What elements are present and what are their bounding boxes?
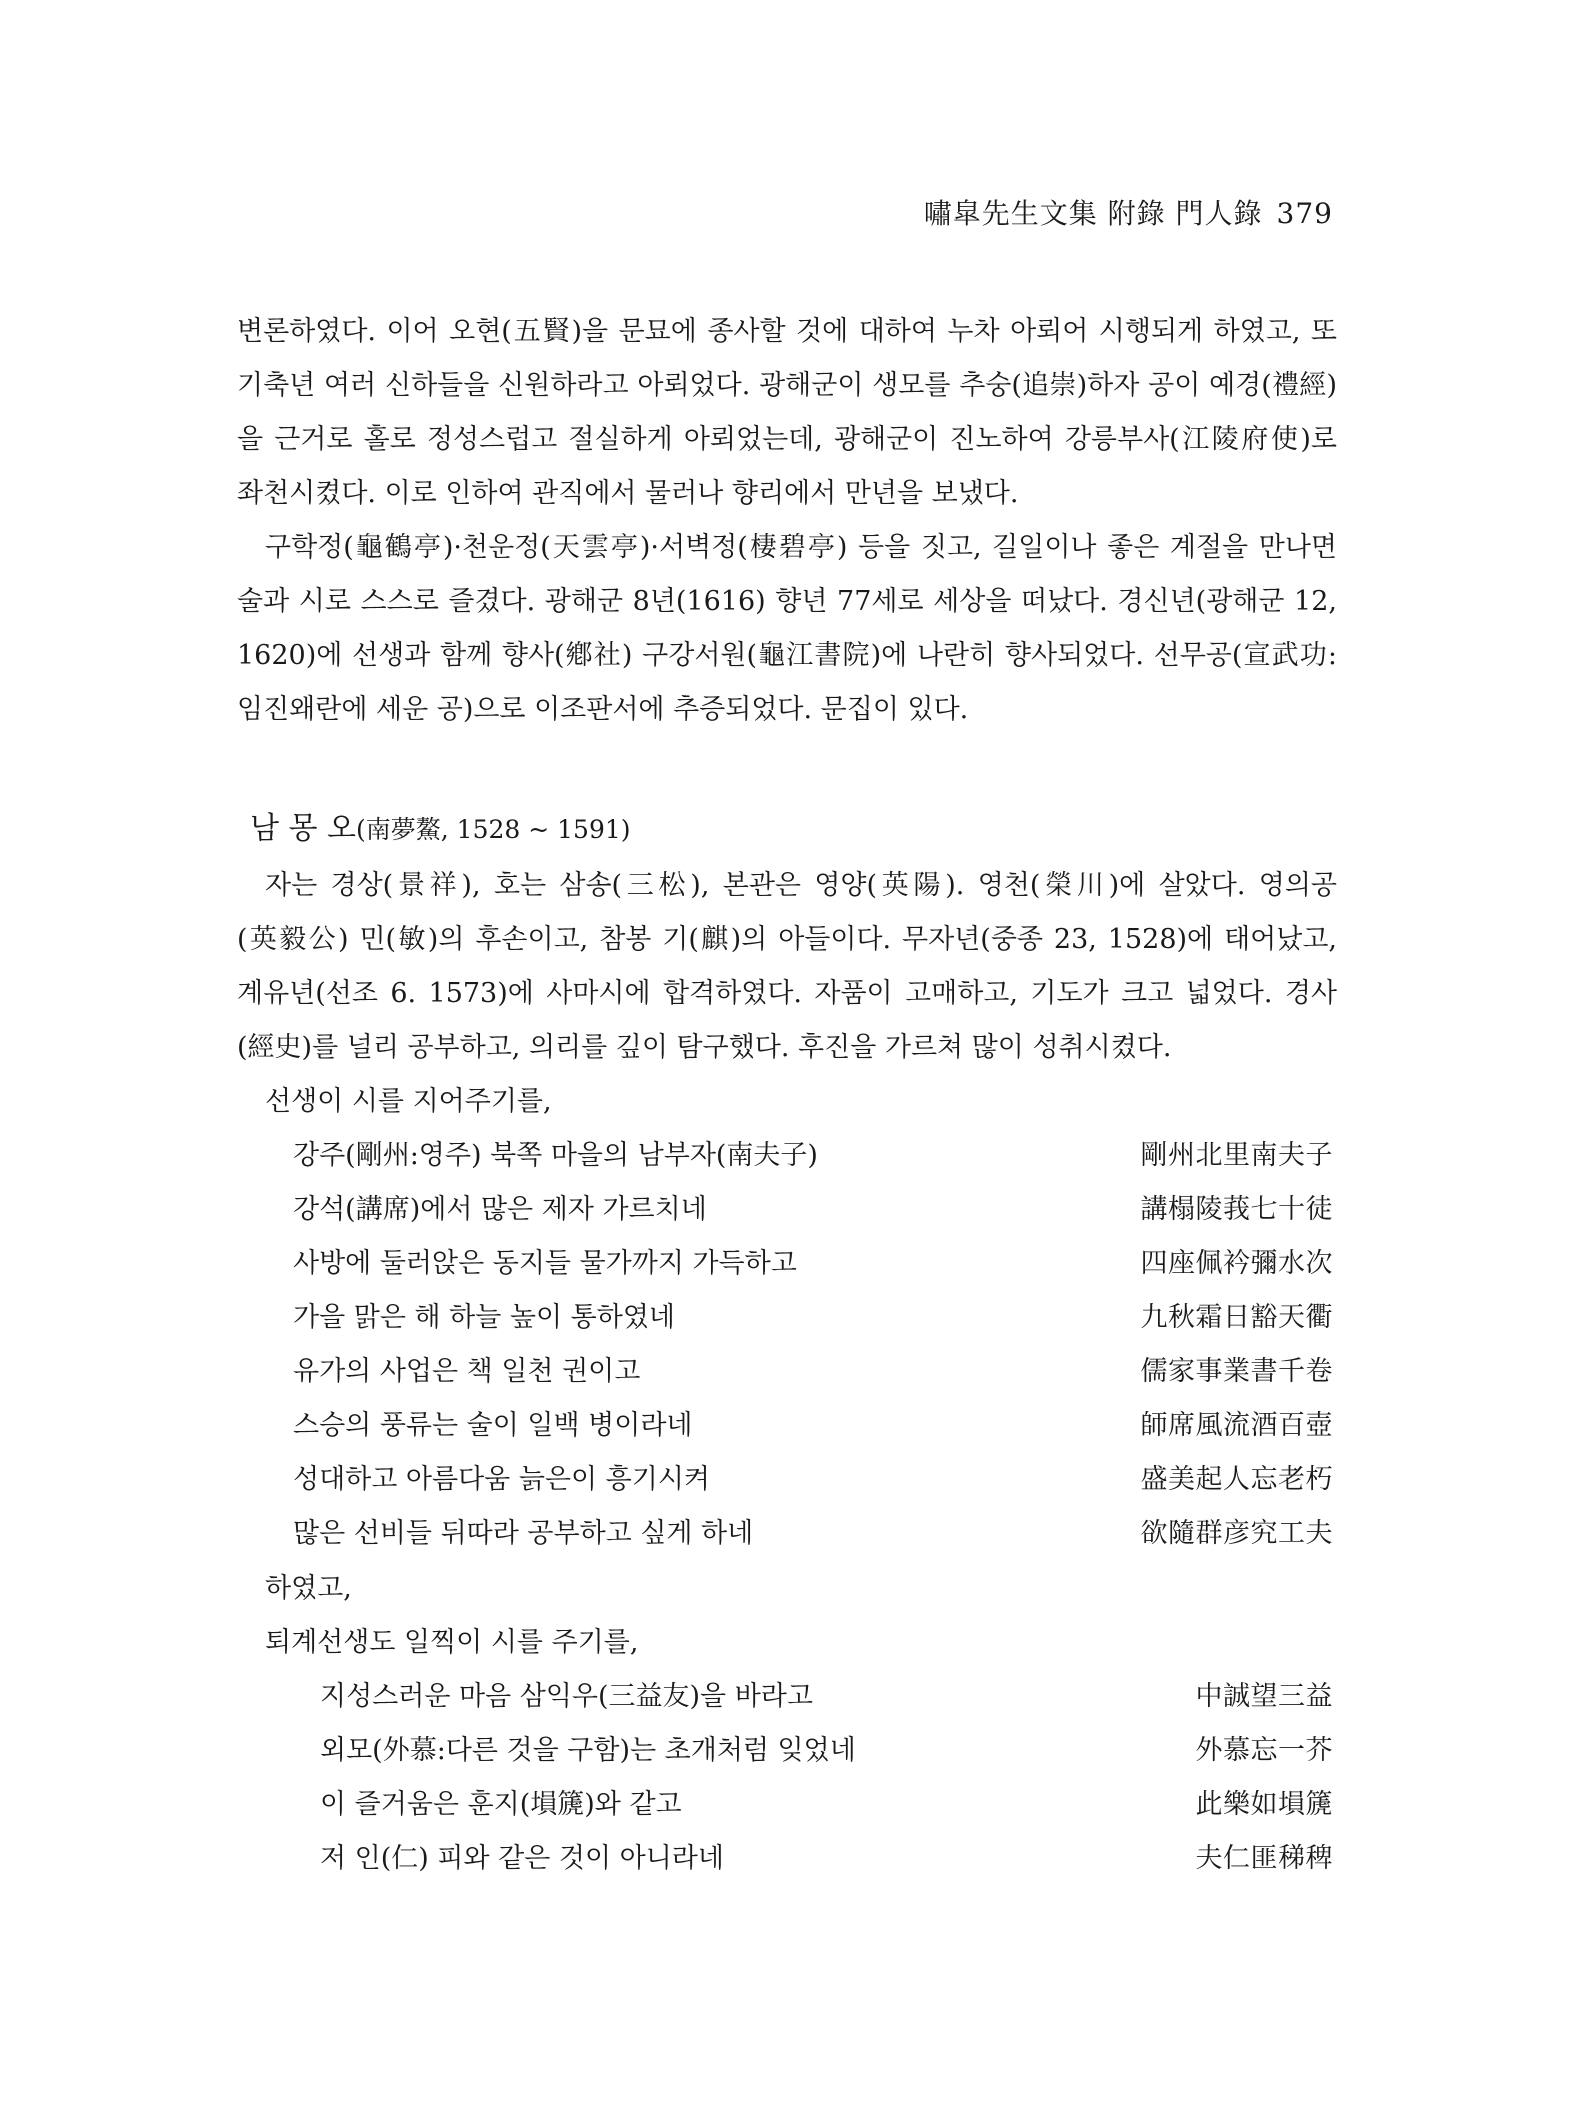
- verse-hanja: 此樂如塤篪: [1195, 1789, 1333, 1820]
- verse-korean: 가을 맑은 해 하늘 높이 통하였네: [293, 1302, 675, 1333]
- paragraph-continued: 변론하였다. 이어 오현(五賢)을 문묘에 종사할 것에 대하여 누차 아뢰어 시행되게 하였고, 또 기축년 여러 신하들을 신원하라고 아뢰었다. 광해군이 생모를 추숭(追崇)하자 공이 예경(禮經)을 근거로 홀로 정성스럽고 절실하게 아뢰었는데, 광해군이 진노하여 강릉부사(江陵府使)로 좌천시켰다. 이로 인하여 관직에서 물러나 향리에서 만년을 보냈다.: [237, 316, 1337, 509]
- verse-korean: 저 인(仁) 피와 같은 것이 아니라네: [320, 1843, 724, 1874]
- verse-hanja: 盛美起人忘老朽: [1140, 1464, 1333, 1495]
- verse-hanja: 欲隨群彦究工夫: [1140, 1518, 1333, 1549]
- page-number: 379: [1276, 197, 1333, 230]
- verse-hanja: 中誠望三益: [1195, 1681, 1333, 1712]
- verse-line: [0, 1724, 1573, 1778]
- verse-korean: 성대하고 아름다움 늙은이 흥기시켜: [293, 1464, 710, 1495]
- poem2-intro: 퇴계선생도 일찍이 시를 주기를,: [265, 1627, 639, 1658]
- poem1-intro: 선생이 시를 지어주기를,: [265, 1086, 552, 1117]
- verse-line: [0, 1778, 1573, 1832]
- verse-line: [0, 1291, 1573, 1345]
- section-name: 남 몽 오: [250, 811, 357, 846]
- verse-hanja: 剛州北里南夫子: [1140, 1140, 1333, 1171]
- verse-line: [0, 1237, 1573, 1291]
- verse-hanja: 九秋霜日豁天衢: [1140, 1302, 1333, 1333]
- verse-korean: 외모(外慕:다른 것을 구함)는 초개처럼 잊었네: [320, 1735, 856, 1766]
- verse-hanja: 儒家事業書千卷: [1140, 1356, 1333, 1387]
- header-title: 嘯皐先生文集 附錄 門人錄: [923, 197, 1263, 230]
- verse-hanja: 師席風流酒百壺: [1140, 1410, 1333, 1441]
- verse-hanja: 講榻陵莪七十徒: [1140, 1194, 1333, 1225]
- verse-korean: 강주(剛州:영주) 북쪽 마을의 남부자(南夫子): [293, 1140, 818, 1171]
- verse-line: [0, 1399, 1573, 1453]
- section-title: [250, 803, 631, 847]
- verse-line: [0, 1129, 1573, 1183]
- verse-line: [0, 1345, 1573, 1399]
- verse-line: [0, 1507, 1573, 1561]
- verse-hanja: 四座佩衿彌水次: [1140, 1248, 1333, 1279]
- verse-korean: 지성스러운 마음 삼익우(三益友)을 바라고: [320, 1681, 813, 1712]
- section-hanja-dates: (南夢鰲, 1528 ~ 1591): [356, 815, 631, 844]
- verse-korean: 유가의 사업은 책 일천 권이고: [293, 1356, 641, 1387]
- verse-line: [0, 1183, 1573, 1237]
- section-bio: 자는 경상(景祥), 호는 삼송(三松), 본관은 영양(英陽). 영천(榮川)에 살았다. 영의공(英毅公) 민(敏)의 후손이고, 참봉 기(麒)의 아들이다. 무자년(중종 23, 1528)에 태어났고, 계유년(선조 6. 1573)에 사마시에 합격하였다. 자품이 고매하고, 기도가 크고 넓었다. 경사(經史)를 널리 공부하고, 의리를 깊이 탐구했다. 후진을 가르쳐 많이 성취시켰다.: [237, 870, 1338, 1063]
- verse-korean: 사방에 둘러앉은 동지들 물가까지 가득하고: [293, 1248, 797, 1279]
- verse-korean: 스승의 풍류는 술이 일백 병이라네: [293, 1410, 693, 1441]
- verse-hanja: 外慕忘一芥: [1195, 1735, 1333, 1766]
- running-header: [924, 192, 1333, 232]
- verse-hanja: 夫仁匪稊稗: [1195, 1843, 1333, 1874]
- verse-line: [0, 1832, 1573, 1886]
- verse-korean: 이 즐거움은 훈지(塤篪)와 같고: [320, 1789, 682, 1820]
- verse-line: [0, 1453, 1573, 1507]
- verse-korean: 강석(講席)에서 많은 제자 가르치네: [293, 1194, 707, 1225]
- verse-line: [0, 1670, 1573, 1724]
- poem1-outro: 하였고,: [265, 1573, 352, 1604]
- verse-korean: 많은 선비들 뒤따라 공부하고 싶게 하네: [293, 1518, 754, 1549]
- paragraph-retirement: 구학정(龜鶴亭)·천운정(天雲亭)·서벽정(棲碧亭) 등을 짓고, 길일이나 좋은 계절을 만나면 술과 시로 스스로 즐겼다. 광해군 8년(1616) 향년 77세로 세상을 떠났다. 경신년(광해군 12, 1620)에 선생과 함께 향사(鄕社) 구강서원(龜江書院)에 나란히 향사되었다. 선무공(宣武功:임진왜란에 세운 공)으로 이조판서에 추증되었다. 문집이 있다.: [237, 532, 1337, 725]
